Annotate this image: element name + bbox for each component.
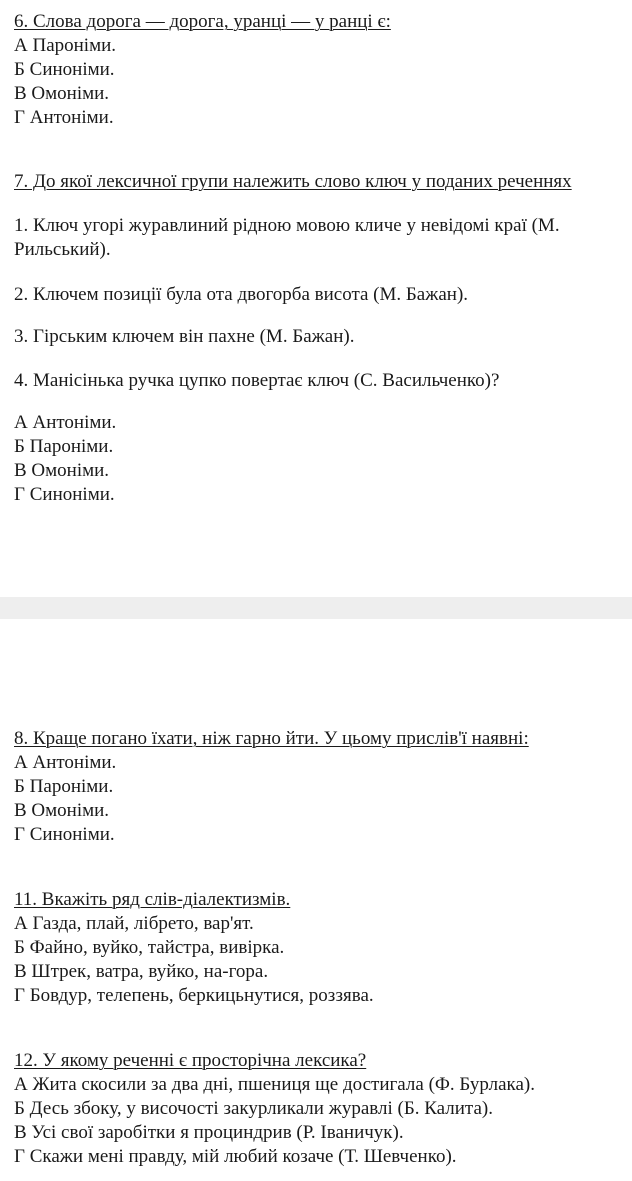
question-12-option-d: Г Скажи мені правду, мій любий козаче (Т. Шевченко). xyxy=(14,1146,457,1167)
page-separator xyxy=(0,597,632,619)
question-11-option-b: Б Файно, вуйко, тайстра, вивірка. xyxy=(14,937,285,958)
question-6-option-c: В Омоніми. xyxy=(14,83,110,104)
question-12-text: 12. У якому реченні є просторічна лексика? xyxy=(14,1050,367,1071)
question-6-option-a: А Пароніми. xyxy=(14,35,117,56)
question-8-option-d: Г Синоніми. xyxy=(14,824,115,845)
question-7-option-a: А Антоніми. xyxy=(14,412,117,433)
question-12-option-b: Б Десь збоку, у височості закурликали журавлі (Б. Калита). xyxy=(14,1098,493,1119)
question-11-text: 11. Вкажіть ряд слів-діалектизмів. xyxy=(14,889,291,910)
question-7-sentence-3: 3. Гірським ключем він пахне (М. Бажан). xyxy=(14,326,355,347)
question-11-option-d: Г Бовдур, телепень, беркицьнутися, роззява. xyxy=(14,985,374,1006)
question-6-option-d: Г Антоніми. xyxy=(14,107,114,128)
question-8-option-b: Б Пароніми. xyxy=(14,776,114,797)
question-7-sentence-1-cont: Рильський). xyxy=(14,239,111,260)
question-8-text: 8. Краще погано їхати, ніж гарно йти. У цьому прислів'ї наявні: xyxy=(14,728,529,749)
question-12-option-a: А Жита скосили за два дні, пшениця ще достигала (Ф. Бурлака). xyxy=(14,1074,535,1095)
question-11-option-c: В Штрек, ватра, вуйко, на-гора. xyxy=(14,961,269,982)
question-7-text: 7. До якої лексичної групи належить слово ключ у поданих реченнях xyxy=(14,171,572,192)
question-6-text: 6. Слова дорога — дорога, уранці — у ранці є: xyxy=(14,11,391,32)
question-7-option-b: Б Пароніми. xyxy=(14,436,114,457)
question-8-option-c: В Омоніми. xyxy=(14,800,110,821)
question-7-sentence-2: 2. Ключем позиції була ота двогорба висота (М. Бажан). xyxy=(14,284,469,305)
question-7-sentence-1: 1. Ключ угорі журавлиний рідною мовою кличе у невідомі краї (М. xyxy=(14,215,560,236)
question-11-option-a: А Газда, плай, лібрето, вар'ят. xyxy=(14,913,254,934)
question-7-option-c: В Омоніми. xyxy=(14,460,110,481)
question-12-option-c: В Усі свої заробітки я проциндрив (Р. Іваничук). xyxy=(14,1122,404,1143)
question-7-option-d: Г Синоніми. xyxy=(14,484,115,505)
question-6-option-b: Б Синоніми. xyxy=(14,59,115,80)
question-8-option-a: А Антоніми. xyxy=(14,752,117,773)
question-7-sentence-4: 4. Манісінька ручка цупко повертає ключ (С. Васильченко)? xyxy=(14,370,500,391)
document-page-2 xyxy=(0,619,632,1181)
